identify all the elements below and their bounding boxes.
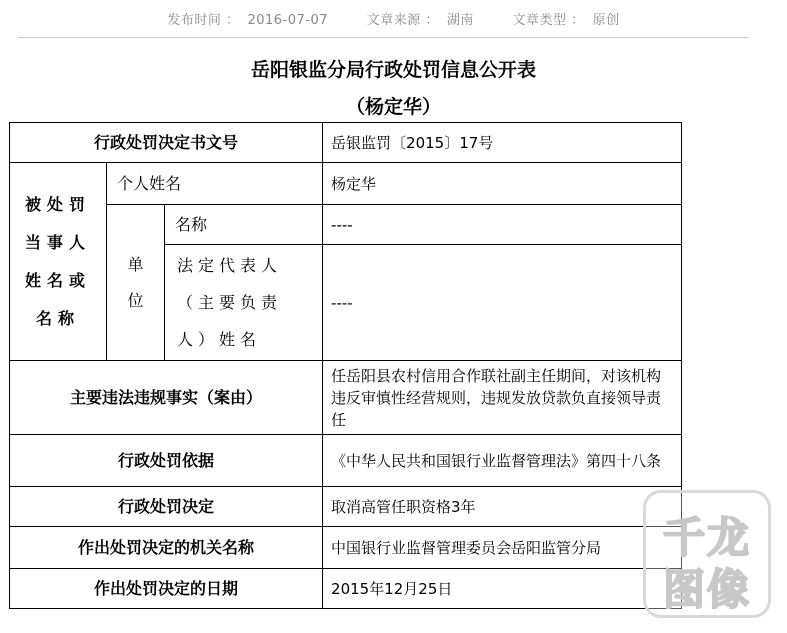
- doc-no-value: 岳银监罚〔2015〕17号: [323, 123, 682, 163]
- facts-label: 主要违法违规事实（案由）: [10, 361, 323, 435]
- divider: [18, 37, 749, 38]
- publish-label: 发布时间 ：: [167, 13, 240, 28]
- watermark-line: 图像: [662, 565, 751, 614]
- party-label-line: 被处罚: [24, 194, 91, 214]
- table-row: [10, 163, 682, 205]
- party-label-line: 当事人: [24, 232, 91, 252]
- type-value: 原创: [592, 13, 620, 28]
- unit-name-value: ----: [323, 205, 682, 245]
- facts-value: 任岳阳县农村信用合作联社副主任期间，对该机构违反审慎性经营规则，违规发放贷款负直接领导责任: [323, 361, 682, 435]
- party-label-line: 名称: [35, 308, 80, 328]
- party-label: [10, 163, 107, 361]
- basis-label: 行政处罚依据: [10, 435, 323, 487]
- source-value: 湖南: [446, 13, 474, 28]
- date-label: 作出处罚决定的日期: [10, 569, 323, 609]
- decision-label: 行政处罚决定: [10, 487, 323, 527]
- legal-rep-line: （主要负责: [177, 293, 283, 312]
- page-title: 岳阳银监分局行政处罚信息公开表: [250, 59, 536, 81]
- page-subtitle: （杨定华）: [345, 96, 441, 118]
- table-row: [10, 435, 682, 487]
- publish-date: 2016-07-07: [247, 13, 329, 28]
- decision-value: 取消高管任职资格3年: [323, 487, 682, 527]
- authority-value: 中国银行业监督管理委员会岳阳监管分局: [323, 527, 682, 569]
- legal-rep-line: 法定代表人: [177, 256, 283, 275]
- legal-rep-line: 人）姓名: [177, 330, 262, 349]
- date-value: 2015年12月25日: [323, 569, 682, 609]
- basis-value: 《中华人民共和国银行业监督管理法》第四十八条: [323, 435, 682, 487]
- person-name-label: 个人姓名: [107, 163, 323, 205]
- party-label-line: 姓名或: [24, 270, 91, 290]
- unit-label: [107, 205, 165, 361]
- penalty-table: [9, 122, 682, 609]
- table-row: [10, 569, 682, 609]
- table-row: [10, 123, 682, 163]
- table-row: [10, 361, 682, 435]
- type-label: 文章类型 ：: [512, 13, 585, 28]
- legal-rep-value: ----: [323, 245, 682, 361]
- watermark-logo: [643, 490, 771, 618]
- watermark-line: 千龙: [662, 513, 751, 562]
- legal-rep-label: [165, 245, 323, 361]
- article-meta: [0, 9, 787, 28]
- unit-label-line: 位: [127, 290, 144, 310]
- source-label: 文章来源 ：: [366, 13, 439, 28]
- authority-label: 作出处罚决定的机关名称: [10, 527, 323, 569]
- unit-label-line: 单: [127, 254, 144, 274]
- table-row: [10, 487, 682, 527]
- person-name-value: 杨定华: [323, 163, 682, 205]
- table-row: [10, 527, 682, 569]
- table-row: [10, 205, 682, 245]
- doc-no-label: 行政处罚决定书文号: [10, 123, 323, 163]
- unit-name-label: 名称: [165, 205, 323, 245]
